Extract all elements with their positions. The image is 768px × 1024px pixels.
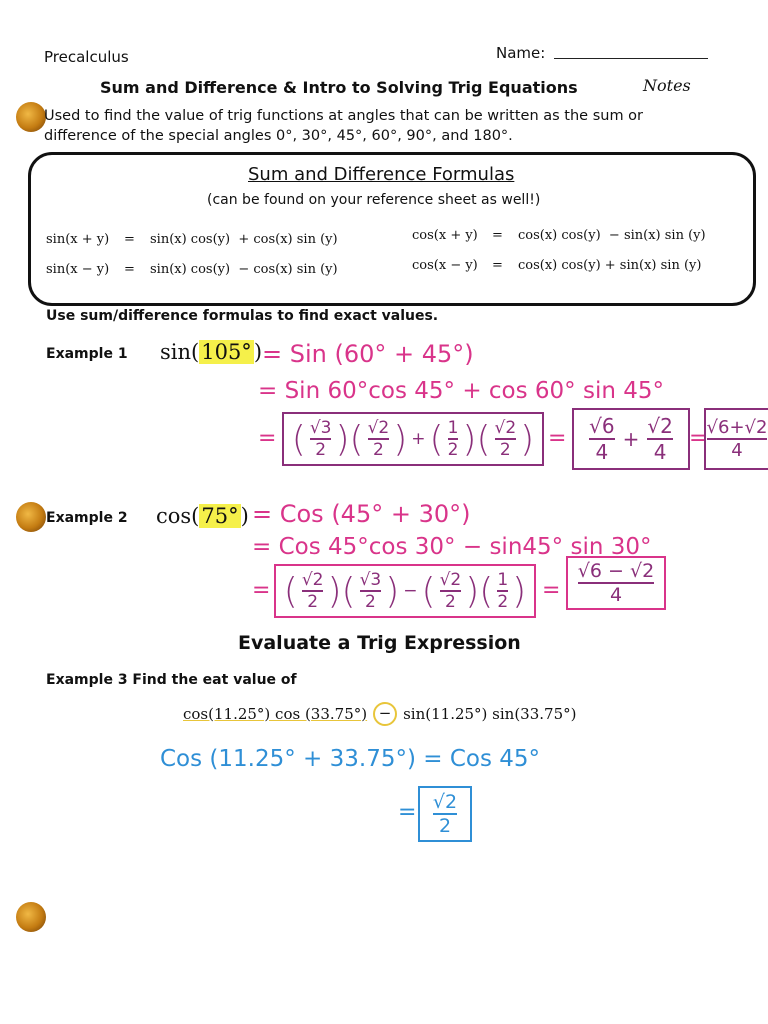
example2-frac3 <box>440 570 462 612</box>
example2-frac1 <box>302 570 324 612</box>
formula-sin-diff-rhs: sin(x) cos(y) − cos(x) sin (y) <box>150 262 338 277</box>
example2-step2: = Cos 45°cos 30° − sin45° sin 30° <box>252 534 652 560</box>
frac-numerator: 1 <box>447 418 459 438</box>
binder-hole-top <box>16 102 46 132</box>
frac-numerator: √6 − √2 <box>577 560 655 582</box>
example1-step4-box <box>572 408 690 470</box>
example3-answer-eq: = <box>398 800 417 825</box>
example3-answer <box>433 791 457 837</box>
example1-step3-eq: = <box>258 426 277 451</box>
frac-numerator: √2 <box>647 414 673 438</box>
paren-icon: )( <box>335 418 364 460</box>
frac-denominator: 4 <box>595 440 609 464</box>
formula-cos-sum-eq: = <box>492 228 503 243</box>
example1-label: Example 1 <box>46 346 128 362</box>
example2-close: ) <box>240 504 249 528</box>
frac-numerator: √2 <box>432 791 458 813</box>
formula-cos-diff-rhs: cos(x) cos(y) + sin(x) sin (y) <box>518 258 702 273</box>
formula-sin-diff-lhs: sin(x − y) <box>46 262 110 277</box>
paren-icon: ( <box>429 418 444 460</box>
frac-denominator: 2 <box>447 440 459 460</box>
frac-denominator: 4 <box>653 440 667 464</box>
example3-work: Cos (11.25° + 33.75°) = Cos 45° <box>160 746 541 772</box>
paren-icon: ) <box>512 570 527 612</box>
frac-numerator: √2 <box>301 570 324 590</box>
example1-close: ) <box>253 340 263 364</box>
example1-step1: = Sin (60° + 45°) <box>262 340 474 368</box>
example3-expr-right: sin(11.25°) sin(33.75°) <box>403 705 577 723</box>
example1-func: sin( <box>160 340 200 364</box>
example3-expression <box>183 702 576 726</box>
example1-answer-a <box>589 414 614 464</box>
paren-icon: )( <box>465 570 494 612</box>
example1-step3-box <box>282 412 544 466</box>
example1-step2: = Sin 60°cos 45° + cos 60° sin 45° <box>258 378 665 404</box>
frac-denominator: 2 <box>307 592 319 612</box>
example2-frac2 <box>360 570 382 612</box>
formula-sin-sum-rhs: sin(x) cos(y) + cos(x) sin (y) <box>150 232 338 247</box>
frac-denominator: 2 <box>499 440 511 460</box>
example1-angle-highlight: 105° <box>201 340 252 364</box>
example2-frac4 <box>497 570 508 612</box>
frac-denominator: 2 <box>444 592 456 612</box>
example2-final-answer <box>578 560 654 606</box>
example2-step3-box <box>274 564 536 618</box>
formula-sin-sum-lhs: sin(x + y) <box>46 232 110 247</box>
example2-func: cos( <box>156 504 200 528</box>
formula-sin-sum-eq: = <box>124 232 135 247</box>
example2-problem <box>156 504 249 528</box>
frac-denominator: 2 <box>364 592 376 612</box>
example1-frac2 <box>368 418 390 460</box>
formula-cos-sum-rhs: cos(x) cos(y) − sin(x) sin (y) <box>518 228 706 243</box>
paren-icon: ( <box>283 570 298 612</box>
frac-numerator: 1 <box>497 570 509 590</box>
example2-step1: = Cos (45° + 30°) <box>252 500 471 528</box>
binder-hole-middle <box>16 502 46 532</box>
frac-numerator: √3 <box>309 418 332 438</box>
paren-icon: ( <box>291 418 306 460</box>
formulas-heading: Sum and Difference Formulas <box>248 164 515 185</box>
section2-title: Evaluate a Trig Expression <box>238 632 521 654</box>
intro-line-1: Used to find the value of trig functions at angles that can be written as the sum or <box>44 108 644 124</box>
paren-icon: ( <box>421 570 436 612</box>
frac-numerator: √6 <box>589 414 615 438</box>
example3-expr-left: cos(11.25°) cos (33.75°) <box>183 705 368 723</box>
formula-sin-diff-eq: = <box>124 262 135 277</box>
frac-denominator: 4 <box>731 440 743 461</box>
paren-icon: ) <box>520 418 535 460</box>
binder-hole-bottom <box>16 902 46 932</box>
paren-icon: )( <box>327 570 356 612</box>
example2-step4-eq: = <box>542 578 561 603</box>
formula-cos-sum-lhs: cos(x + y) <box>412 228 478 243</box>
example1-frac3 <box>448 418 459 460</box>
name-line <box>554 58 708 59</box>
frac-numerator: √3 <box>359 570 382 590</box>
title-note: Notes <box>643 76 691 95</box>
example3-op-circled: − <box>373 702 397 726</box>
example1-frac1 <box>310 418 332 460</box>
intro-line-2: difference of the special angles 0°, 30°, 45°, 60°, 90°, and 180°. <box>44 128 513 144</box>
formulas-subheading: (can be found on your reference sheet as well!) <box>207 192 541 208</box>
frac-numerator: √2 <box>494 418 517 438</box>
example1-step4-eq: = <box>548 426 567 451</box>
example1-final-box <box>704 408 768 470</box>
frac-denominator: 2 <box>438 815 452 837</box>
frac-denominator: 2 <box>315 440 327 460</box>
example3-label: Example 3 Find the eat value of <box>46 672 297 688</box>
formula-cos-diff-eq: = <box>492 258 503 273</box>
example2-step3-eq: = <box>252 578 271 603</box>
page-title: Sum and Difference & Intro to Solving Trig Equations <box>100 78 578 97</box>
example1-frac4 <box>495 418 517 460</box>
paren-icon: ) <box>385 570 400 612</box>
frac-numerator: √2 <box>439 570 462 590</box>
minus-sign: − <box>403 581 418 601</box>
paren-icon: )( <box>462 418 491 460</box>
paren-icon: ) <box>393 418 408 460</box>
plus-sign: + <box>622 427 640 451</box>
course-label: Precalculus <box>44 48 129 66</box>
frac-denominator: 2 <box>497 592 509 612</box>
intro-text <box>44 106 643 146</box>
example1-answer-b <box>647 414 672 464</box>
example3-answer-box <box>418 786 472 842</box>
frac-numerator: √2 <box>367 418 390 438</box>
example2-angle-highlight: 75° <box>201 504 239 528</box>
example2-final-box <box>566 556 666 610</box>
example1-problem <box>160 340 262 364</box>
formula-cos-diff-lhs: cos(x − y) <box>412 258 478 273</box>
example1-final-answer <box>707 417 768 461</box>
plus-sign: + <box>411 429 426 449</box>
example1-step4-eq2: = <box>689 426 708 451</box>
name-label: Name: <box>496 44 546 62</box>
instruction-text: Use sum/difference formulas to find exact values. <box>46 308 439 324</box>
frac-denominator: 2 <box>372 440 384 460</box>
frac-numerator: √6+√2 <box>706 417 768 438</box>
frac-denominator: 4 <box>609 584 623 606</box>
example2-label: Example 2 <box>46 510 128 526</box>
